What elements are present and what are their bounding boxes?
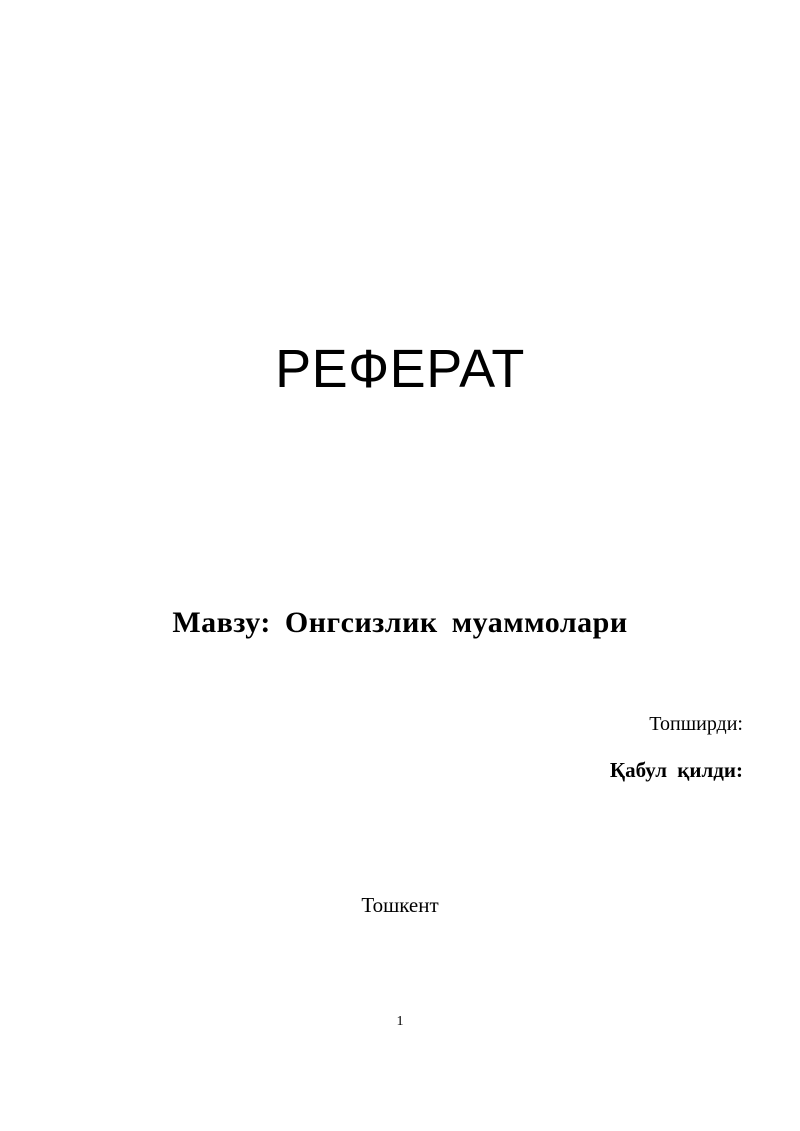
city-label: Тошкент	[361, 893, 439, 917]
page-title: РЕФЕРАТ	[275, 339, 525, 399]
page-number: 1	[396, 1014, 404, 1029]
submitted-by-label: Топширди:	[649, 713, 743, 735]
subject-line: Мавзу: Онгсизлик муаммолари	[172, 606, 628, 639]
accepted-by-label: Қабул қилди:	[609, 758, 743, 782]
